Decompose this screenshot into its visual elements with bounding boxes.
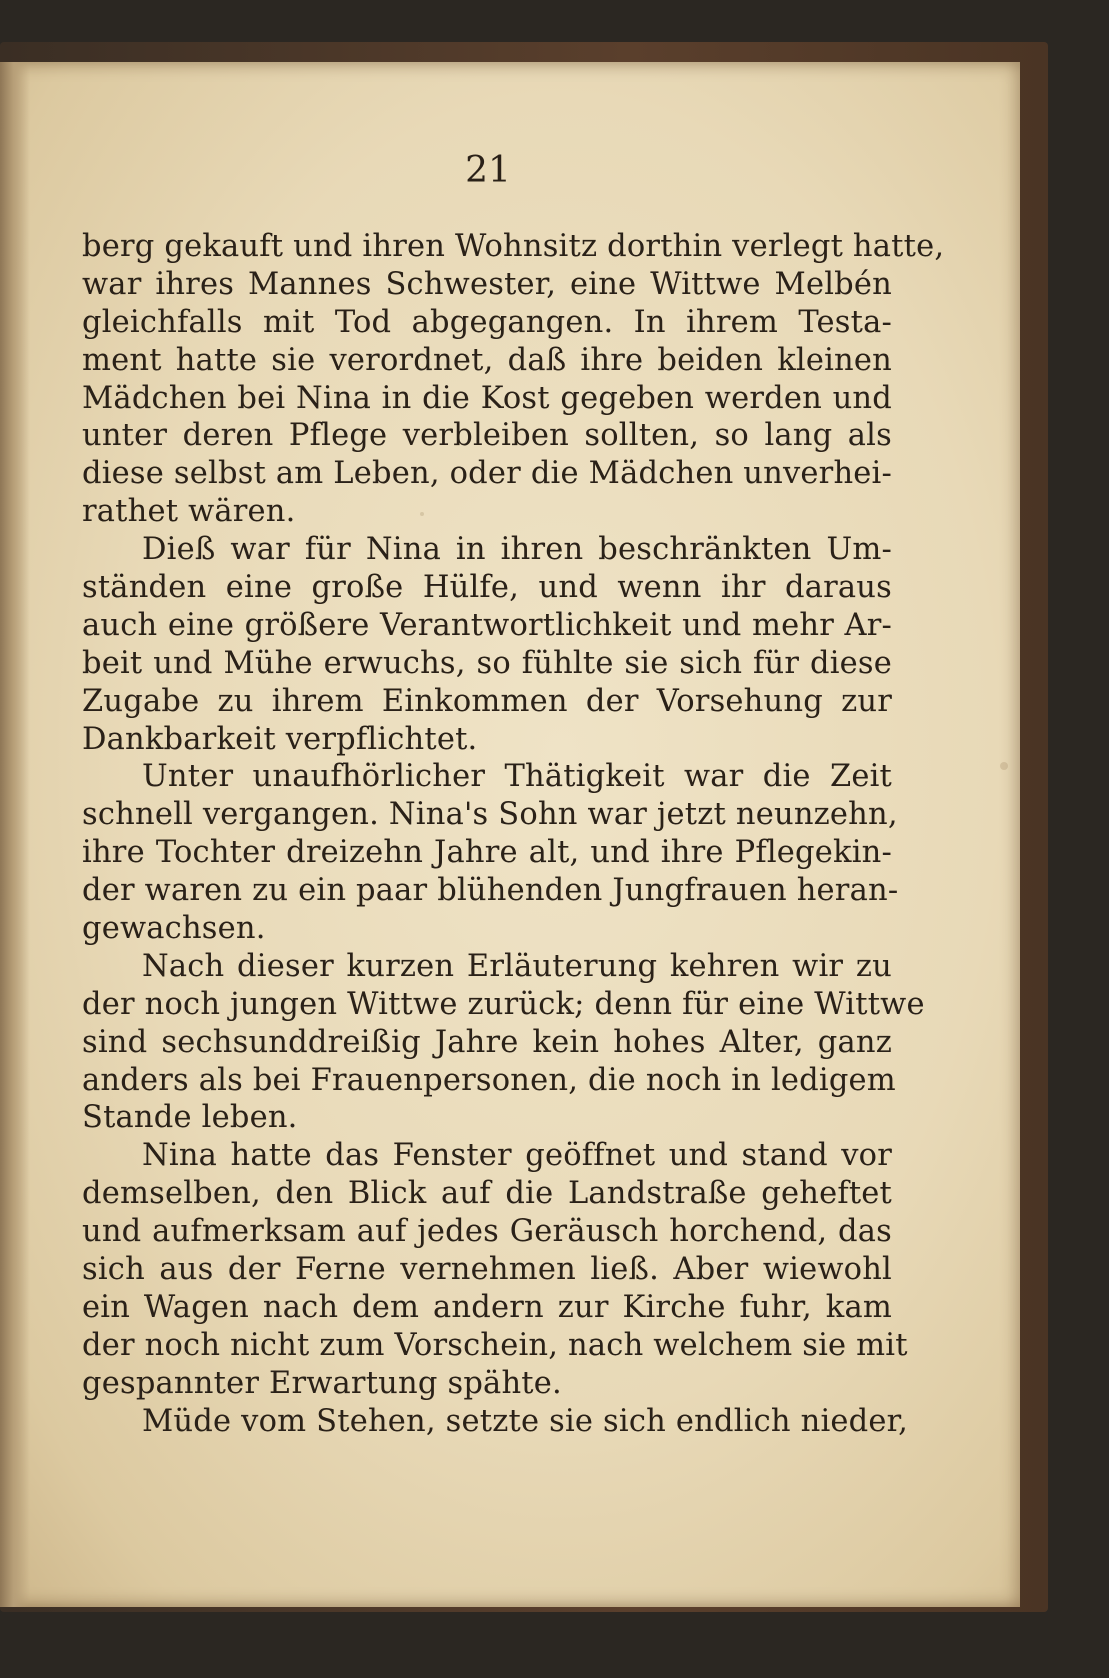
text-line: war ihres Mannes Schwester, eine Wittwe Melbén	[82, 266, 892, 302]
text-line: sind sechsunddreißig Jahre kein hohes Alter, ganz	[82, 1024, 892, 1060]
text-line: diese selbst am Leben, oder die Mädchen unverhei-	[82, 456, 893, 492]
text-line: beit und Mühe erwuchs, so fühlte sie sich für diese	[82, 645, 892, 681]
page-number: 21	[465, 150, 511, 191]
text-line: der noch nicht zum Vorschein, nach welchem sie mit	[82, 1327, 908, 1363]
text-line: Zugabe zu ihrem Einkommen der Vorsehung zur	[82, 683, 892, 719]
text-line: demselben, den Blick auf die Landstraße geheftet	[82, 1176, 892, 1212]
text-line: und aufmerksam auf jedes Geräusch horchend, das	[82, 1214, 892, 1250]
text-line: ihre Tochter dreizehn Jahre alt, und ihre Pflegekin-	[82, 835, 892, 871]
text-line: berg gekauft und ihren Wohnsitz dorthin verlegt hatte,	[82, 229, 945, 264]
text-line: der noch jungen Wittwe zurück; denn für eine Wittwe	[82, 986, 925, 1022]
text-line: anders als bei Frauenpersonen, die noch in ledigem	[82, 1062, 896, 1098]
text-line: Nach dieser kurzen Erläuterung kehren wir zu	[142, 948, 892, 984]
text-line: schnell vergangen. Nina's Sohn war jetzt neunzehn,	[82, 797, 898, 833]
text-line: auch eine größere Verantwortlichkeit und mehr Ar-	[82, 607, 892, 643]
text-line: ständen eine große Hülfe, und wenn ihr daraus	[82, 570, 892, 606]
page-gutter	[0, 62, 30, 1607]
text-line: gewachsen.	[82, 911, 266, 947]
text-line: Müde vom Stehen, setzte sie sich endlich nieder,	[142, 1403, 908, 1439]
text-line: der waren zu ein paar blühenden Jungfrauen heran-	[82, 873, 899, 909]
text-line: unter deren Pflege verbleiben sollten, so lang als	[82, 418, 892, 454]
body-text	[82, 228, 945, 1441]
paper-spot	[1000, 762, 1008, 770]
text-line: gespannter Erwartung spähte.	[82, 1365, 562, 1401]
text-line: Nina hatte das Fenster geöffnet und stand vor	[142, 1138, 892, 1174]
text-line: Mädchen bei Nina in die Kost gegeben werden und	[82, 380, 892, 416]
text-line: Dieß war für Nina in ihren beschränkten Um-	[142, 532, 892, 568]
text-line: Dankbarkeit verpflichtet.	[82, 721, 478, 757]
text-line: Unter unaufhörlicher Thätigkeit war die Zeit	[142, 759, 892, 795]
text-line: sich aus der Ferne vernehmen ließ. Aber wiewohl	[82, 1252, 892, 1288]
text-line: Stande leben.	[82, 1100, 298, 1136]
text-line: gleichfalls mit Tod abgegangen. In ihrem Testa-	[82, 304, 892, 340]
text-line: ment hatte sie verordnet, daß ihre beiden kleinen	[82, 342, 892, 378]
text-line: ein Wagen nach dem andern zur Kirche fuhr, kam	[82, 1289, 892, 1325]
text-line: rathet wären.	[82, 494, 296, 530]
